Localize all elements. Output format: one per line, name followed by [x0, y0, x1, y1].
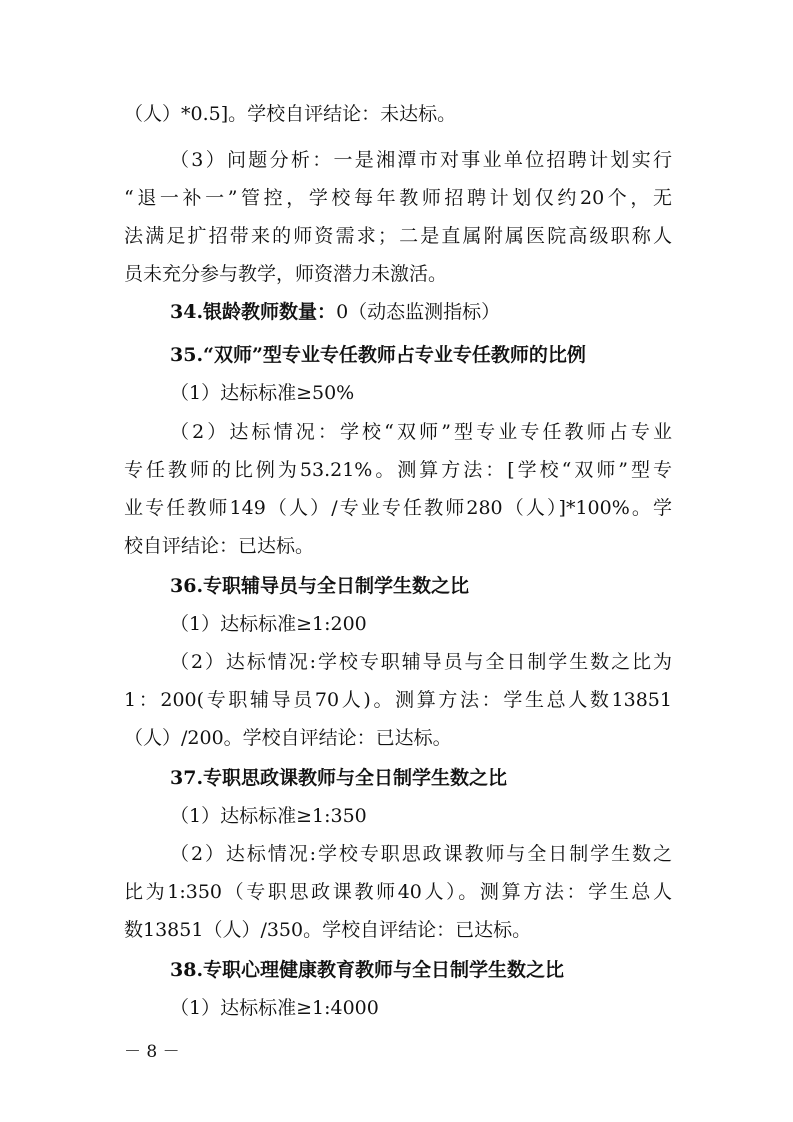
text-line: （人）*0.5]。学校自评结论：未达标。 — [124, 103, 457, 125]
section-heading: 35.“双师”型专业专任教师占专业专任教师的比例 — [170, 344, 586, 366]
text-line: 数13851（人）/350。学校自评结论：已达标。 — [124, 919, 532, 941]
page-number: － 8 － — [124, 1042, 180, 1062]
section-heading: 34.银龄教师数量： — [170, 301, 337, 323]
text-line: （1）达标标准≥1:200 — [170, 613, 367, 635]
text-line: （1）达标标准≥1:4000 — [170, 997, 379, 1019]
text-line: 专任教师的比例为53.21%。测算方法：[学校“双师”型专 — [124, 459, 672, 481]
text-line: 比为1:350（专职思政课教师40人）。测算方法：学生总人 — [124, 881, 672, 903]
text-line: （人）/200。学校自评结论：已达标。 — [124, 727, 452, 749]
section-heading: 37.专职思政课教师与全日制学生数之比 — [170, 767, 508, 789]
text-line: “退一补一”管控，学校每年教师招聘计划仅约20个，无 — [124, 187, 672, 209]
text-line: （2）达标情况：学校“双师”型专业专任教师占专业 — [170, 421, 672, 443]
text-line: （2）达标情况:学校专职辅导员与全日制学生数之比为 — [170, 651, 672, 673]
text-line: （3）问题分析：一是湘潭市对事业单位招聘计划实行 — [170, 149, 672, 171]
text-line: （1）达标标准≥1:350 — [170, 805, 367, 827]
text-line: 员未充分参与教学，师资潜力未激活。 — [124, 263, 448, 285]
section-heading: 38.专职心理健康教育教师与全日制学生数之比 — [170, 959, 565, 981]
text-line: （1）达标标准≥50% — [170, 382, 355, 404]
text-line: （2）达标情况:学校专职思政课教师与全日制学生数之 — [170, 843, 672, 865]
section-value: 0（动态监测指标） — [336, 301, 501, 323]
text-line: 校自评结论：已达标。 — [124, 535, 315, 557]
text-line: 业专任教师149（人）/专业专任教师280（人）]*100%。学 — [124, 497, 672, 519]
text-line: 法满足扩招带来的师资需求；二是直属附属医院高级职称人 — [124, 225, 672, 247]
section-34 — [170, 298, 500, 326]
text-line: 1：200(专职辅导员70人)。测算方法：学生总人数13851 — [124, 689, 672, 711]
section-heading: 36.专职辅导员与全日制学生数之比 — [170, 575, 470, 597]
